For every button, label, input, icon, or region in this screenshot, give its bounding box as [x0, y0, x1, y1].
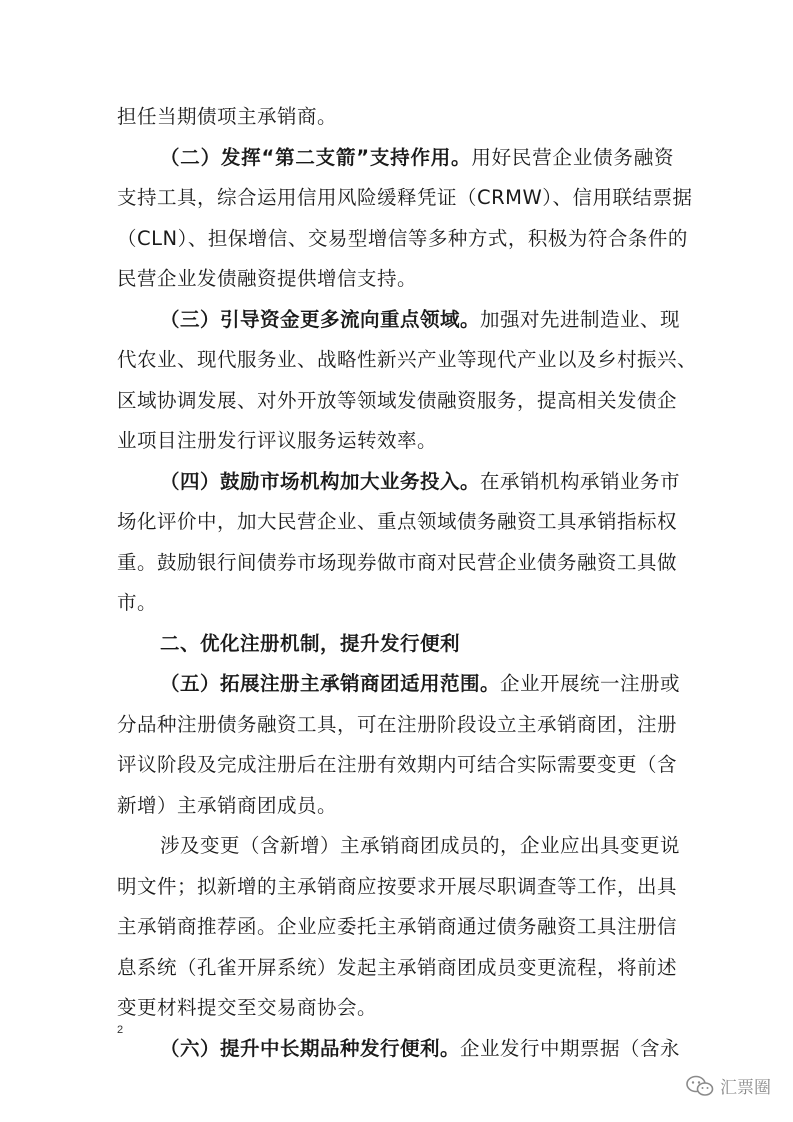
text-line: 主承销商推荐函。企业应委托主承销商通过债务融资工具注册信 — [117, 915, 678, 938]
text-line: （四）鼓励市场机构加大业务投入。在承销机构承销业务市 — [160, 470, 681, 493]
text-line: 重。鼓励银行间债券市场现券做市商对民营企业债务融资工具做 — [117, 551, 678, 574]
text-line: 业项目注册发行评议服务运转效率。 — [117, 429, 438, 452]
page-number: 2 — [117, 1024, 124, 1036]
text-line: 变更材料提交至交易商协会。 — [117, 996, 378, 1019]
section-heading: （二）发挥“第二支箭”支持作用。 — [160, 146, 472, 169]
section-heading: （四）鼓励市场机构加大业务投入。 — [160, 470, 481, 493]
text-line: 支持工具，综合运用信用风险缓释凭证（CRMW）、信用联结票据 — [117, 186, 693, 209]
text-line: 市。 — [117, 591, 158, 614]
text-line: （三）引导资金更多流向重点领域。加强对先进制造业、现 — [160, 308, 681, 331]
section-heading: （五）拓展注册主承销商团适用范围。 — [160, 672, 501, 695]
text-line: 息系统（孔雀开屏系统）发起主承销商团成员变更流程，将前述 — [117, 956, 678, 979]
watermark-text: 汇票圈 — [720, 1078, 771, 1098]
text-line: （CLN）、担保增信、交易型增信等多种方式，积极为符合条件的 — [117, 227, 688, 250]
text-line: （二）发挥“第二支箭”支持作用。用好民营企业债务融资 — [160, 146, 674, 169]
text-line: 分品种注册债务融资工具，可在注册阶段设立主承销商团，注册 — [117, 713, 678, 736]
wechat-icon — [686, 1075, 714, 1097]
text-line: 评议阶段及完成注册后在注册有效期内可结合实际需要变更（含 — [117, 753, 678, 776]
chapter-heading: 二、优化注册机制，提升发行便利 — [160, 632, 461, 655]
text-line: （六）提升中长期品种发行便利。企业发行中期票据（含永 — [160, 1037, 681, 1060]
text-line: 代农业、现代服务业、战略性新兴产业等现代产业以及乡村振兴、 — [117, 348, 698, 371]
text-line: 民营企业发债融资提供增信支持。 — [117, 267, 418, 290]
section-heading: （六）提升中长期品种发行便利。 — [160, 1037, 461, 1060]
text-line: （五）拓展注册主承销商团适用范围。企业开展统一注册或 — [160, 672, 681, 695]
text-line: 区域协调发展、对外开放等领域发债融资服务，提高相关发债企 — [117, 389, 678, 412]
text-line: 明文件；拟新增的主承销商应按要求开展尽职调查等工作，出具 — [117, 875, 678, 898]
text-line: 新增）主承销商团成员。 — [117, 794, 338, 817]
text-line: 涉及变更（含新增）主承销商团成员的，企业应出具变更说 — [160, 834, 681, 857]
section-heading: （三）引导资金更多流向重点领域。 — [160, 308, 481, 331]
watermark — [686, 1073, 771, 1098]
text-line: 场化评价中，加大民营企业、重点领域债务融资工具承销指标权 — [117, 510, 678, 533]
text-line: 担任当期债项主承销商。 — [117, 105, 338, 128]
